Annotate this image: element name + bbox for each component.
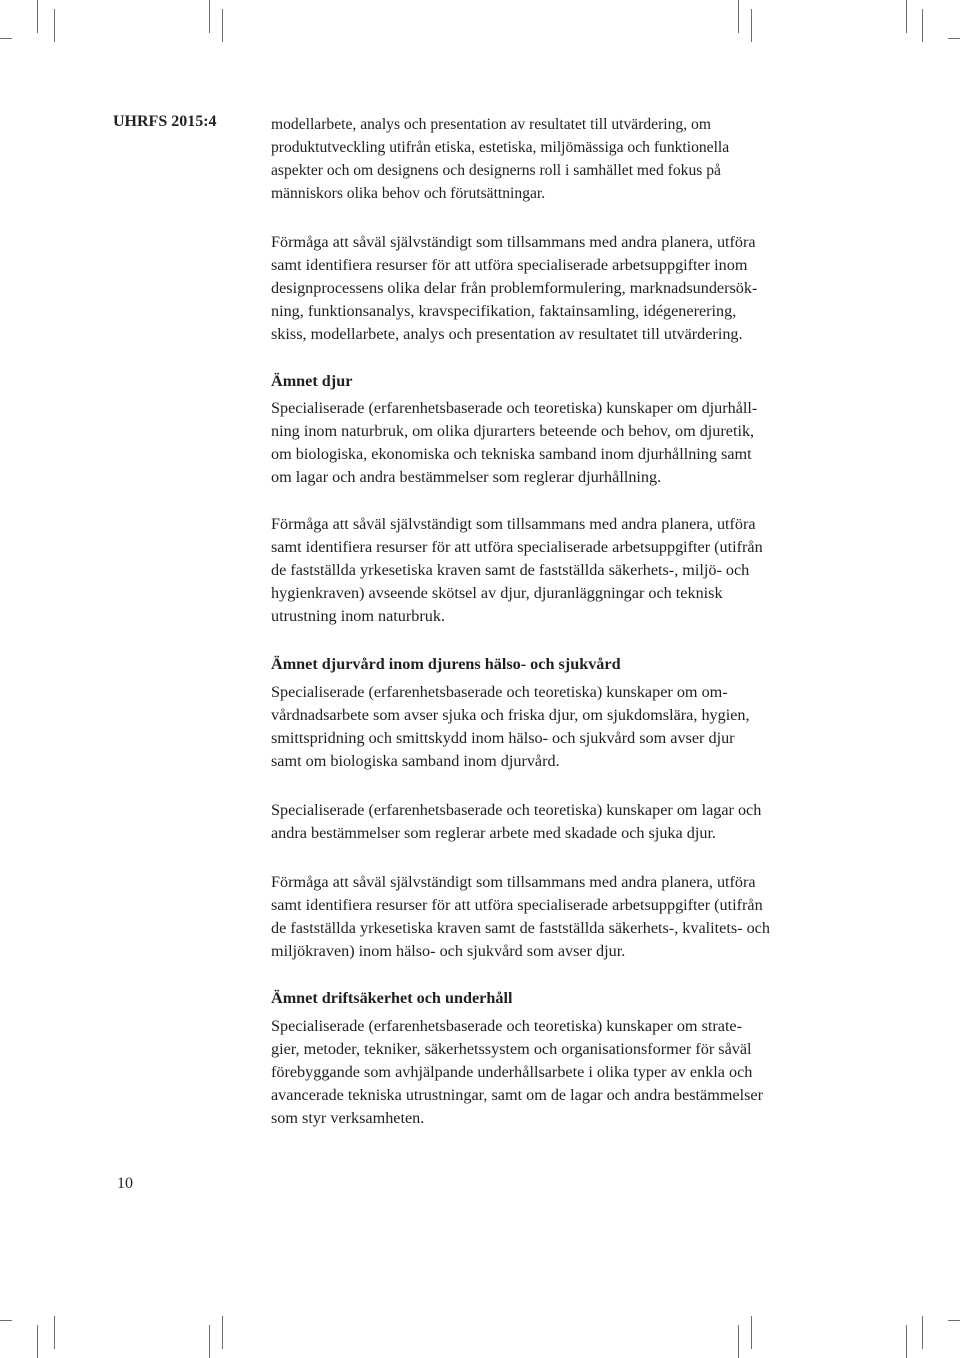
crop-mark — [738, 1325, 739, 1358]
crop-mark — [751, 9, 752, 42]
text-line: Specialiserade (erfarenhetsbaserade och teoretiska) kunskaper om om- — [271, 683, 728, 701]
crop-mark — [209, 1325, 210, 1358]
text-line: Specialiserade (erfarenhetsbaserade och teoretiska) kunskaper om lagar och — [271, 801, 762, 819]
crop-mark — [948, 38, 960, 39]
paragraph — [271, 681, 911, 773]
text-line: vårdnadsarbete som avser sjuka och friska djur, om sjukdomslära, hygien, — [271, 706, 750, 724]
text-line: Förmåga att såväl självständigt som tillsammans med andra planera, utföra — [271, 873, 756, 891]
crop-mark — [0, 38, 12, 39]
text-line: Förmåga att såväl självständigt som tillsammans med andra planera, utföra — [271, 233, 756, 251]
text-line: förebyggande som avhjälpande underhållsarbete i olika typer av enkla och — [271, 1063, 753, 1081]
section-heading — [271, 653, 911, 676]
text-line: samt identifiera resurser för att utföra specialiserade arbetsuppgifter (utifrån — [271, 538, 763, 556]
text-line: skiss, modellarbete, analys och presentation av resultatet till utvärdering. — [271, 325, 743, 343]
text-line: utrustning inom naturbruk. — [271, 607, 445, 625]
text-line: avancerade tekniska utrustningar, samt om de lagar och andra bestämmelser — [271, 1086, 763, 1104]
text-line: som styr verksamheten. — [271, 1109, 425, 1127]
crop-mark — [209, 0, 210, 33]
text-line: smittspridning och smittskydd inom hälso- och sjukvård som avser djur — [271, 729, 735, 747]
page-number: 10 — [117, 1175, 133, 1192]
crop-mark — [0, 1320, 12, 1321]
paragraph — [271, 231, 911, 346]
crop-mark — [54, 1316, 55, 1349]
paragraph — [271, 113, 911, 205]
crop-mark — [906, 0, 907, 33]
crop-mark — [922, 1316, 923, 1349]
text-line: Specialiserade (erfarenhetsbaserade och teoretiska) kunskaper om djurhåll- — [271, 399, 758, 417]
text-line: ning inom naturbruk, om olika djurarters beteende och behov, om djuretik, — [271, 422, 755, 440]
text-line: Förmåga att såväl självständigt som tillsammans med andra planera, utföra — [271, 515, 756, 533]
text-line: modellarbete, analys och presentation av resultatet till utvärdering, om — [271, 116, 711, 133]
crop-mark — [37, 1325, 38, 1358]
crop-mark — [751, 1316, 752, 1349]
crop-mark — [222, 1316, 223, 1349]
text-line: samt identifiera resurser för att utföra specialiserade arbetsuppgifter (utifrån — [271, 896, 763, 914]
heading-text: Ämnet driftsäkerhet och underhåll — [271, 989, 513, 1007]
text-line: de fastställda yrkesetiska kraven samt de fastställda säkerhets-, miljö- och — [271, 561, 750, 579]
paragraph — [271, 397, 911, 489]
section-heading — [271, 987, 911, 1010]
text-line: om biologiska, ekonomiska och tekniska samband inom djurhållning samt — [271, 445, 752, 463]
crop-mark — [906, 1325, 907, 1358]
crop-mark — [738, 0, 739, 33]
text-line: aspekter och om designens och designerns roll i samhället med fokus på — [271, 162, 721, 179]
text-line: gier, metoder, tekniker, säkerhetssystem och organisationsformer för såväl — [271, 1040, 752, 1058]
text-line: samt om biologiska samband inom djurvård. — [271, 752, 560, 770]
text-line: andra bestämmelser som reglerar arbete med skadade och sjuka djur. — [271, 824, 716, 842]
section-heading — [271, 370, 911, 393]
paragraph — [271, 871, 911, 963]
text-line: om lagar och andra bestämmelser som reglerar djurhållning. — [271, 468, 662, 486]
paragraph — [271, 799, 911, 845]
crop-mark — [948, 1320, 960, 1321]
paragraph — [271, 513, 911, 628]
paragraph — [271, 1015, 911, 1130]
text-line: Specialiserade (erfarenhetsbaserade och teoretiska) kunskaper om strate- — [271, 1017, 743, 1035]
running-head: UHRFS 2015:4 — [113, 113, 217, 130]
crop-mark — [922, 9, 923, 42]
text-line: hygienkraven) avseende skötsel av djur, djuranläggningar och teknisk — [271, 584, 723, 602]
text-line: ning, funktionsanalys, kravspecifikation, faktainsamling, idégenerering, — [271, 302, 737, 320]
heading-text: Ämnet djur — [271, 372, 353, 390]
heading-text: Ämnet djurvård inom djurens hälso- och sjukvård — [271, 655, 621, 673]
text-line: miljökraven) inom hälso- och sjukvård som avser djur. — [271, 942, 626, 960]
crop-mark — [54, 9, 55, 42]
crop-mark — [222, 9, 223, 42]
text-line: samt identifiera resurser för att utföra specialiserade arbetsuppgifter inom — [271, 256, 748, 274]
text-line: designprocessens olika delar från problemformulering, marknadsundersök- — [271, 279, 758, 297]
crop-mark — [37, 0, 38, 33]
text-line: de fastställda yrkesetiska kraven samt de fastställda säkerhets-, kvalitets- och — [271, 919, 770, 937]
text-line: människors olika behov och förutsättningar. — [271, 185, 546, 202]
text-line: produktutveckling utifrån etiska, estetiska, miljömässiga och funktionella — [271, 139, 730, 156]
